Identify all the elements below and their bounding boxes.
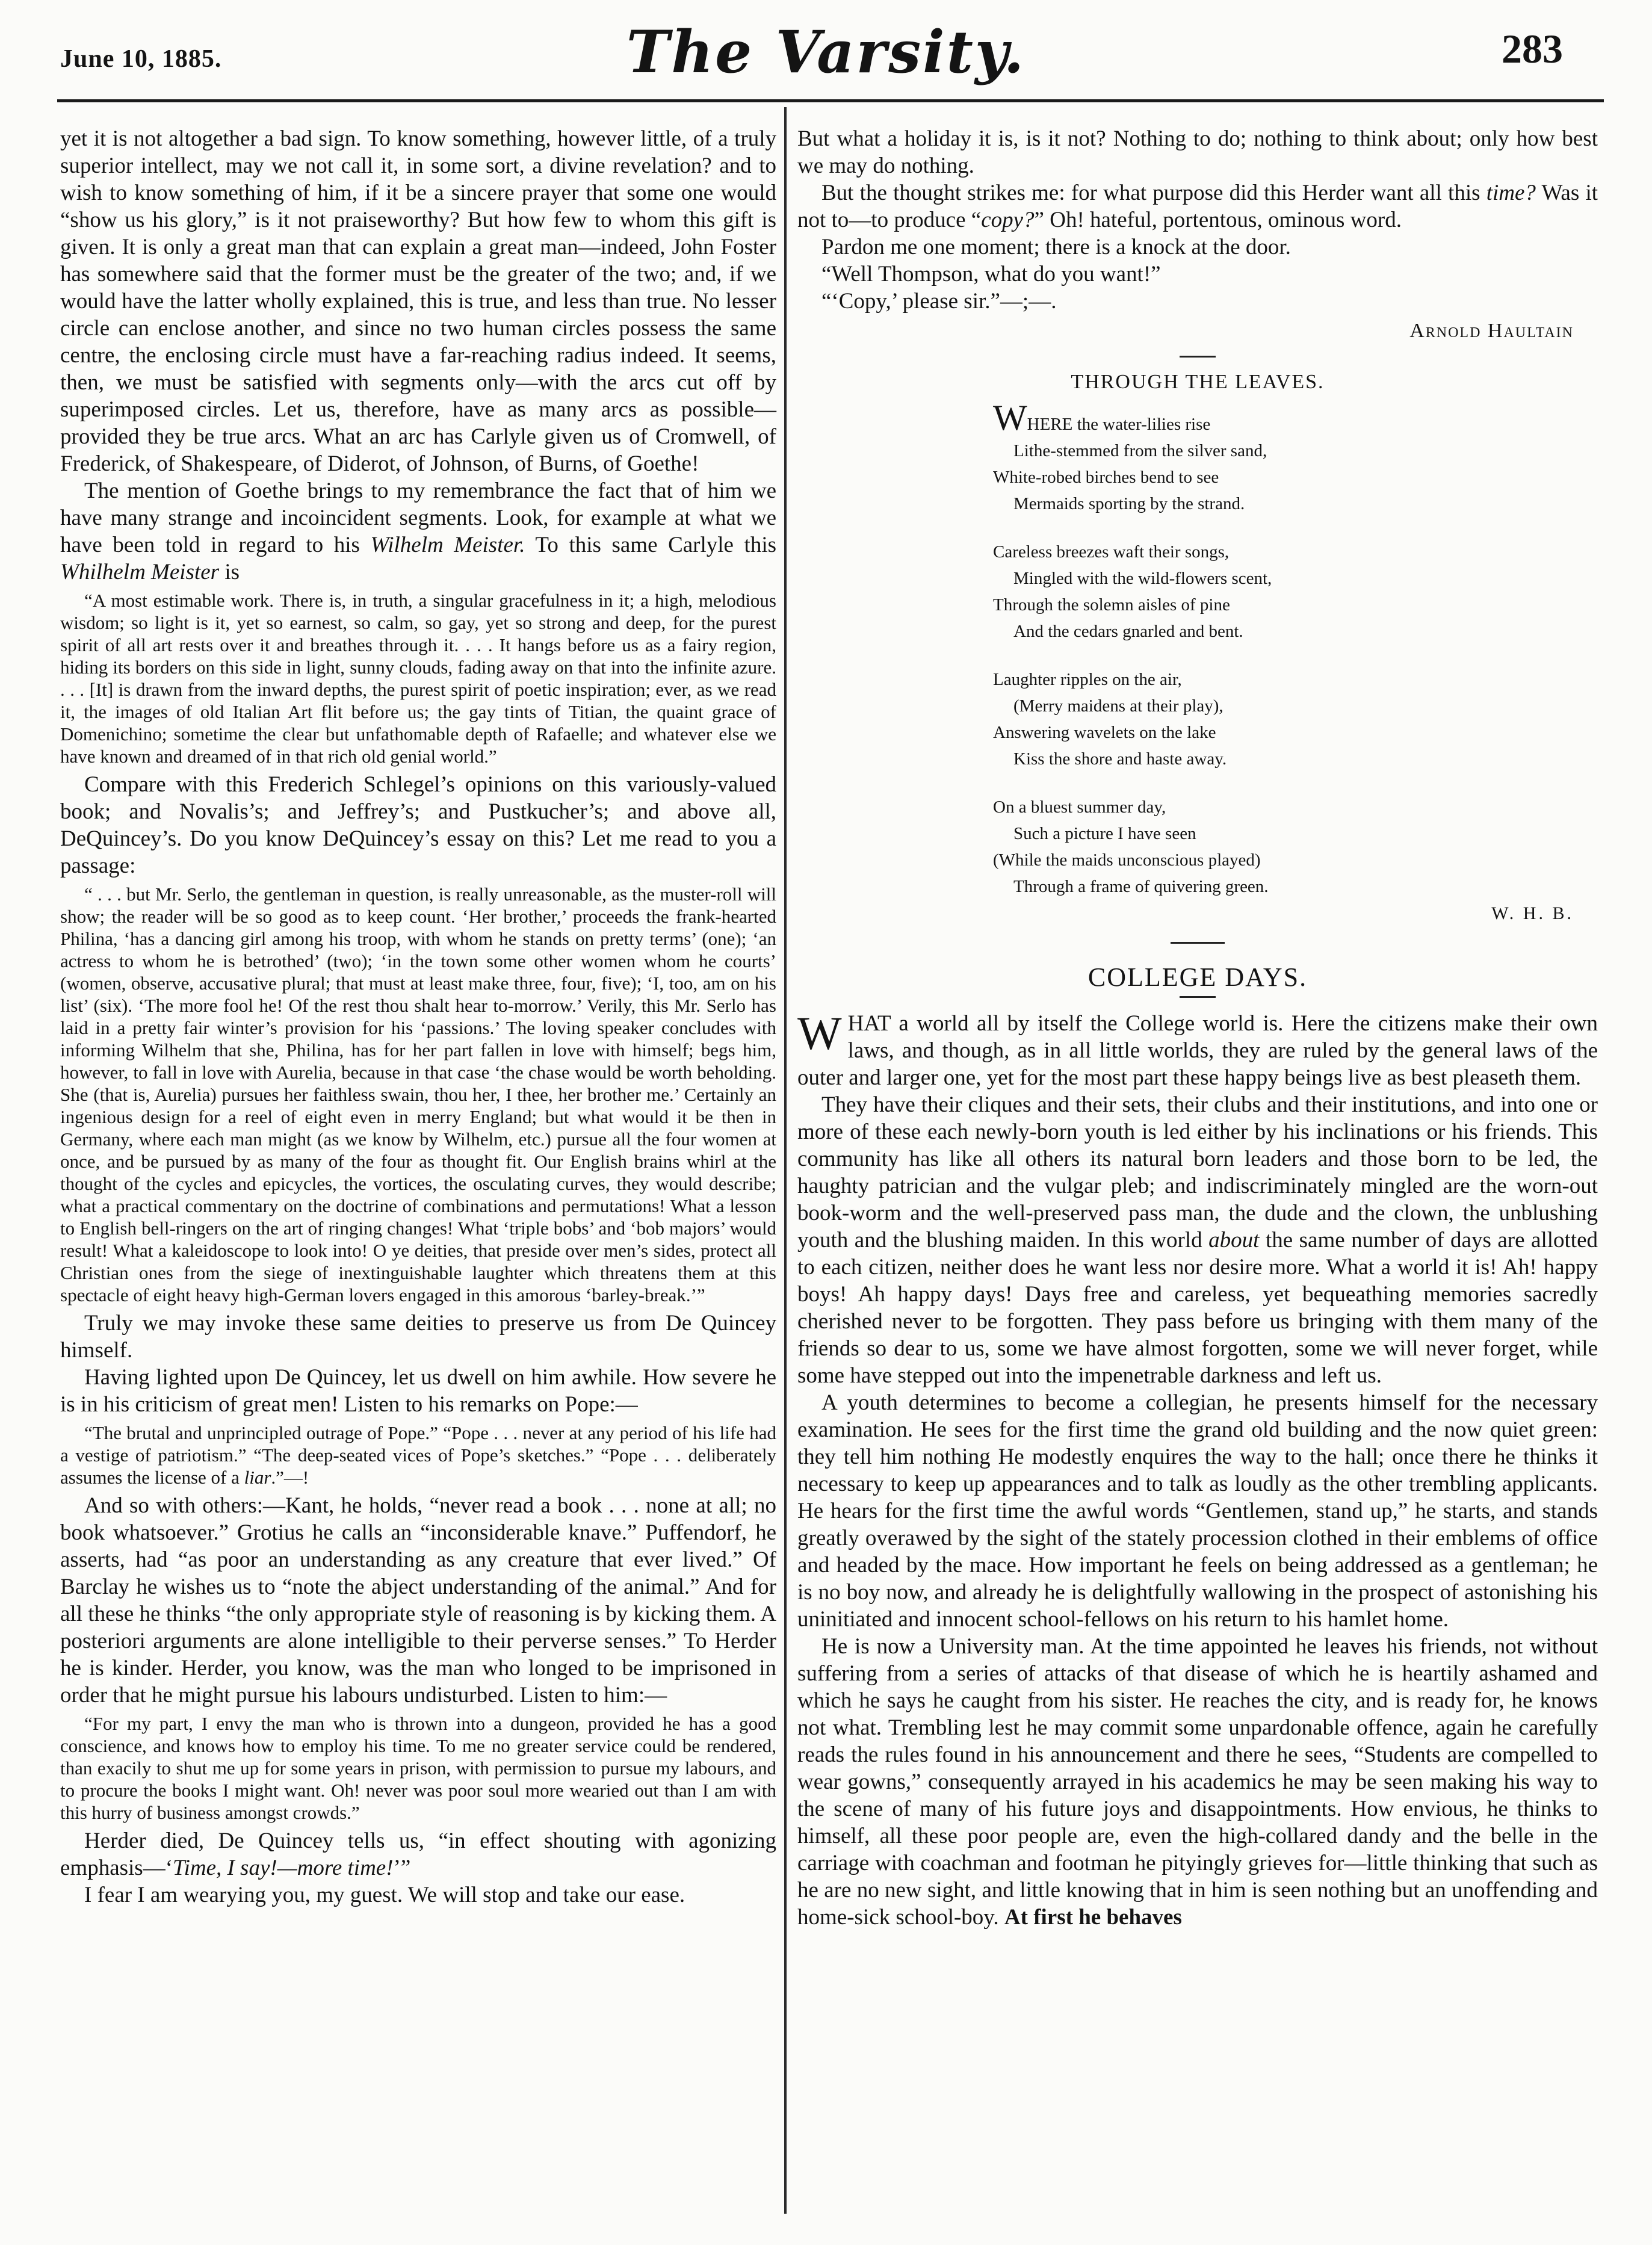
paragraph: Compare with this Frederich Schlegel’s opinions on this variously-valued book; and Novalis’s; and Jeffrey’s; and Pustkucher’s; and above all, DeQuincey’s. Do you know DeQuincey’s essay on this? Let me read to you a passage:	[60, 772, 776, 878]
paragraph: “‘Copy,’ please sir.”—;—.	[821, 289, 1057, 314]
poem-stanza: Laughter ripples on the air, (Merry maidens at their play), Answering wavelets on the lake Kiss the shore and haste away.	[993, 670, 1227, 769]
paragraph: “Well Thompson, what do you want!”	[821, 262, 1161, 286]
section-title: COLLEGE DAYS.	[1087, 962, 1308, 992]
paragraph: But what a holiday it is, is it not? Nothing to do; nothing to think about; only how best we may do nothing.	[797, 126, 1598, 178]
paragraph: Herder died, De Quincey tells us, “in effect shouting with agonizing emphasis—‘Time, I say!—more time!’”	[60, 1829, 776, 1880]
paragraph: The mention of Goethe brings to my remembrance the fact that of him we have many strange and incoincident segments. Look, for example at what we have been told in regard to his Wilhelm Meister. To this same Carlyle this Whilhelm Meister is	[60, 478, 776, 584]
paragraph: yet it is not altogether a bad sign. To know something, however little, of a truly superior intellect, may we not call it, in some sort, a divine revelation? and to wish to know something of him, if it be a sincere prayer that some one would “show us his glory,” is it not praiseworthy? But how few to whom this gift is given. It is only a great man that can explain a great man—indeed, John Foster has somewhere said that the former must be the greater of the two; and, if we would have the latter wholly explained, this is true, and less than true. No lesser circle can enclose another, and since no two human circles possess the same centre, the enclosing circle must have a far-reaching radius indeed. It seems, then, we must be satisfied with segments only—with the arcs cut off by superimposed circles. Let us, therefore, have as many arcs as possible—provided they be true arcs. What an arc has Carlyle given us of Cromwell, of Frederick, of Shakespeare, of Diderot, of Johnson, of Burns, of Goethe!	[60, 126, 776, 476]
paragraph: But the thought strikes me: for what purpose did this Herder want all this time? Was it not to—to produce “copy?” Oh! hateful, portentous, ominous word.	[797, 181, 1598, 232]
drop-cap: W	[797, 1007, 842, 1059]
poem-signature: W. H. B.	[1491, 903, 1574, 923]
masthead	[0, 0, 1652, 105]
paragraph: Pardon me one moment; there is a knock at the door.	[821, 235, 1291, 259]
section-rule	[1180, 356, 1216, 358]
paragraph: And so with others:—Kant, he holds, “never read a book . . . none at all; no book whatsoever.” Grotius he calls an “inconsiderable knave.” Puffendorf, he asserts, had “as poor an understanding as any creature that ever lived.” Of Barclay he wishes us to “note the abject understanding of the animal.” And for all these he thinks “the only appropriate style of reasoning is by kicking them. A posteriori arguments are alone intelligible to their perverse senses.” To Herder he is kinder. Herder, you know, was the man who longed to be imprisoned in order that he might pursue his labours undisturbed. Listen to him:—	[60, 1493, 776, 1708]
page-number: 283	[1502, 26, 1563, 72]
header-rule	[57, 99, 1604, 102]
paragraph: He is now a University man. At the time appointed he leaves his friends, not without suffering from a series of attacks of that disease of which he is heartily ashamed and which he says he caught from his sister. He reaches the city, and is ready for, he knows not what. Trembling lest he may commit some unpardonable offence, again he carefully reads the rules found in his announcement and there he sees, “Students are compelled to wear gowns,” consequently arrayed in his academics he may be seen making his way to the scene of many of his future joys and disappointments. How envious, he thinks to himself, all these poor people are, even the high-collared dandy and the belle in the carriage with coachman and footman he pityingly grieves for—little thinking that such as he are no new sight, and little knowing that in him is seen nothing but an unoffending and home-sick school-boy. At first he behaves	[797, 1634, 1598, 1930]
block-quote: “For my part, I envy the man who is thrown into a dungeon, provided he has a good conscience, and knows how to employ his time. To me no greater service could be rendered, than exacily to shut me up for some years in prison, with permission to pursue my labours, and to procure the books I might want. Oh! never was poor soul more wearied out than I am with this hurry of business amongst crowds.”	[60, 1713, 776, 1823]
poem-stanza: Careless breezes waft their songs, Mingled with the wild-flowers scent, Through the solemn aisles of pine And the cedars gnarled and bent.	[993, 542, 1272, 641]
issue-date: June 10, 1885.	[60, 45, 222, 73]
left-column	[60, 125, 776, 2220]
paragraph: WHAT a world all by itself the College world is. Here the citizens make their own laws, and though, as in all little worlds, they are ruled by the general laws of the outer and larger one, yet for the most part these happy beings live as best pleaseth them.	[797, 1007, 1598, 1090]
section-rule	[1171, 942, 1225, 944]
block-quote: “A most estimable work. There is, in truth, a singular gracefulness in it; a high, melodious wisdom; so light is it, yet so earnest, so calm, so gay, yet so strong and deep, for the purest spirit of all art rests over it and breathes through it. . . . It hangs before us as a fairy region, hiding its borders on this side in light, sunny clouds, fading away on that into the infinite azure. . . . [It] is drawn from the inward depths, the purest spirit of poetic inspiration; ever, as we read it, the images of old Italian Art flit before us; the gay tints of Titian, the quaint grace of Domenichino; sometime the clear but unfathomable depth of Rafaelle; and whatever else we have known and dreamed of in that rich old genial world.”	[60, 590, 776, 767]
right-column	[797, 125, 1598, 2220]
column-divider	[784, 107, 787, 2214]
poem-title: THROUGH THE LEAVES.	[1071, 371, 1325, 393]
paragraph: I fear I am wearying you, my guest. We will stop and take our ease.	[84, 1883, 685, 1907]
block-quote: “The brutal and unprincipled outrage of Pope.” “Pope . . . never at any period of his life had a vestige of patriotism.” “The deep-seated vices of Pope’s sketches.” “Pope . . . deliberately assumes the license of a liar.”—!	[60, 1422, 776, 1488]
poem-initial: W	[993, 398, 1027, 438]
section-rule	[1180, 996, 1216, 998]
paragraph: They have their cliques and their sets, their clubs and their institutions, and into one or more of these each newly-born youth is led either by his inclinations or his friends. This community has like all others its natural born leaders and those born to be led, the haughty patrician and the vulgar pleb; and indiscriminately mingled are the worn-out book-worm and the well-preserved pass man, the dude and the clown, the unblushing youth and the blushing maiden. In this world about the same number of days are allotted to each citizen, neither does he want less nor desire more. What a world it is! Ah! happy boys! Ah happy days! Days free and careless, yet bequeathing memories sacredly cherished never to be forgotten. They pass before us bringing with them many of the friends so dear to us, some we have almost forgotten, some we will never forget, while some have stepped out into the impenetrable darkness and left us.	[797, 1092, 1598, 1388]
block-quote: “ . . . but Mr. Serlo, the gentleman in question, is really unreasonable, as the muster-roll will show; the reader will be so good as to keep count. ‘Her brother,’ proceeds the frank-hearted Philina, ‘has a dancing girl among his troop, with whom he stands on pretty terms’ (one); ‘an actress to whom he is betrothed’ (two); ‘in the town some other women whom he courts’ (women, observe, accusative plural; that must at least make three, four, five); ‘I, too, am on his list’ (six). ‘The more fool he! Of the rest thou shalt hear to-morrow.’ Verily, this Mr. Serlo has laid in a pretty fair winter’s provision for his ‘passions.’ The loving speaker concludes with informing Wilhelm that she, Philina, has for her part fallen in love with himself; begs him, however, to fall in love with Aurelia, because in that case ‘the chase would be worth beholding. She (that is, Aurelia) pursues her faithless swain, thou her, I thee, her brother me.’ Certainly an ingenious design for a reel of eight even in merry England; but what would it be then in Germany, where each man might (as we know by Wilhelm, etc.) pursue all the four women at once, and be pursued by as many of the four as thought fit. Our English brains whirl at the thought of the cycles and epicycles, the vortices, the osculating curves, they would describe; what a practical commentary on the doctrine of combinations and permutations! What a lesson to English bell-ringers on the art of ringing changes! What ‘triple bobs’ and ‘bob majors’ would result! What a kaleidoscope to look into! O ye deities, that preside over men’s sides, protect all Christian ones from the siege of inextinguishable laughter which threatens them at this spectacle of eight heavy high-German lovers engaged in this amorous ‘barley-break.’”	[60, 884, 776, 1305]
poem-stanza: WHERE the water-lilies rise Lithe-stemmed from the silver sand, White-robed birches bend to see Mermaids sporting by the strand.	[993, 398, 1267, 513]
paragraph: A youth determines to become a collegian, he presents himself for the necessary examination. He sees for the first time the grand old building and the now quiet green: they tell him nothing He modestly enquires the way to the hall; once there he thinks it necessary to keep up appearances and to talk as loudly as the other trembling applicants. He hears for the first time the awful words “Gentlemen, stand up,” he starts, and stands greatly overawed by the sight of the stately procession clothed in their emblems of office and headed by the mace. How important he feels on being addressed as a gentleman; he is no boy now, and already he is delightfully wallowing in the prospect of astonishing his uninitiated and innocent school-fellows on his return to his hamlet home.	[797, 1390, 1598, 1632]
poem-stanza: On a bluest summer day, Such a picture I have seen (While the maids unconscious played) Through a frame of quivering green.	[993, 797, 1269, 896]
paragraph: Having lighted upon De Quincey, let us dwell on him awhile. How severe he is in his criticism of great men! Listen to his remarks on Pope:—	[60, 1365, 776, 1417]
publication-title: The Varsity.	[626, 18, 1026, 86]
author-signature: Arnold Haultain	[1409, 320, 1574, 342]
paragraph: Truly we may invoke these same deities to preserve us from De Quincey himself.	[60, 1311, 776, 1363]
